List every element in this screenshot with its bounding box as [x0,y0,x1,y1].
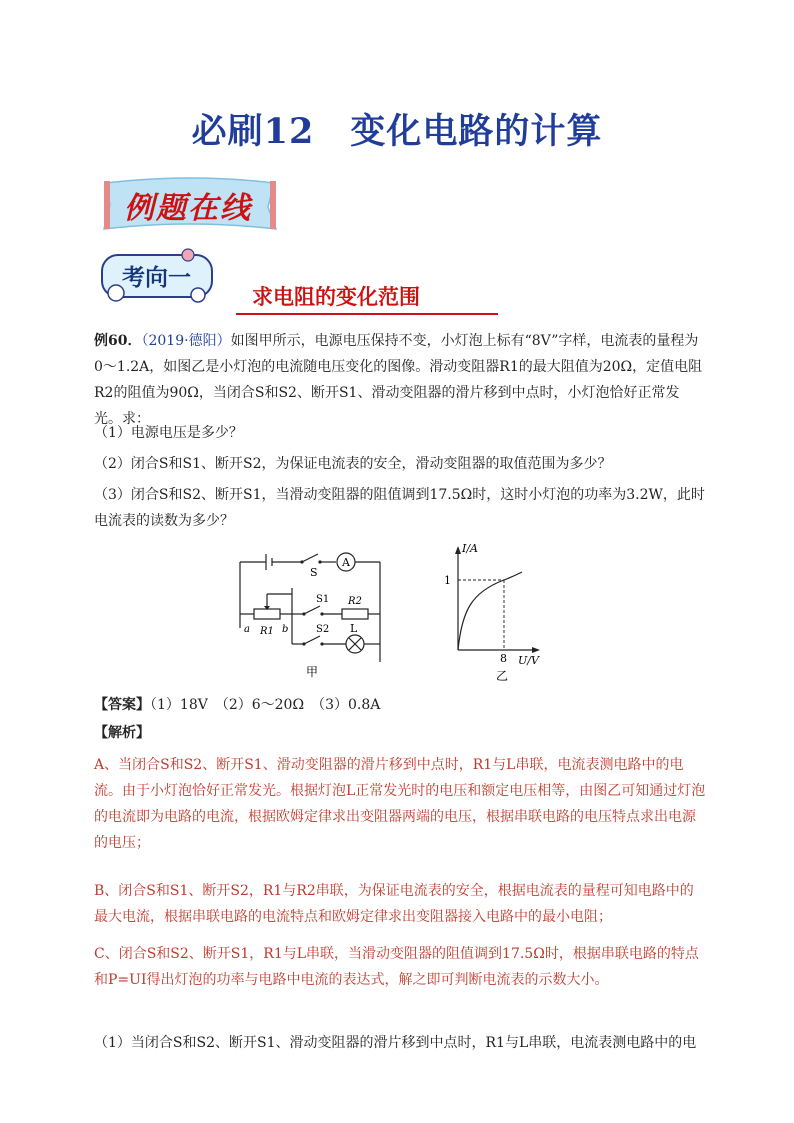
section-heading: 求电阻的变化范围 [252,285,420,309]
circuit-diagram [230,548,400,680]
banner-label: 例题在线 [124,191,252,226]
question-label: 例60． [94,333,142,349]
switch-s-label: S [310,566,318,579]
tag-label: 考向一 [122,264,191,291]
ammeter-label: A [342,556,350,569]
graph-ytick: 1 [444,574,451,587]
answer-label: 【答案】 [94,697,150,713]
graph-xlabel: U/V [518,654,539,667]
solution-part-1: （1）当闭合S和S2、断开S1、滑动变阻器的滑片移到中点时，R1与L串联，电流表测电路中的电 [94,1035,697,1051]
sub-question-2: （2）闭合S和S1、断开S2，为保证电流表的安全，滑动变阻器的取值范围为多少？ [94,456,612,472]
answer-text: （1）18V （2）6～20Ω （3）0.8A [150,697,381,713]
answer-line [94,692,706,718]
analysis-part-b: B、闭合S和S1、断开S2，R1与R2串联，为保证电流表的安全，根据电流表的量程可知电路中的最大电流，根据串联电路的电流特点和欧姆定律求出变阻器接入电路中的最小电阻； [94,883,694,925]
graph-caption: 乙 [496,669,509,683]
section-underline [236,313,498,315]
switch-s1-label: S1 [316,594,330,605]
r1-label: R1 [260,626,274,637]
analysis-label: 【解析】 [94,725,150,741]
analysis-part-a: A、当闭合S和S2、断开S1、滑动变阻器的滑片移到中点时，R1与L串联，电流表测电路中的电流。由于小灯泡恰好正常发光。根据灯泡L正常发光时的电压和额定电压相等，由图乙可知通过灯泡的电流即为电路的电流，根据欧姆定律求出变阻器两端的电压，根据串联电路的电压特点求出电源的电压； [94,757,706,851]
lamp-label: L [350,622,358,635]
question-text: 如图甲所示，电源电压保持不变，小灯泡上标有“8V”字样，电流表的量程为0～1.2A，如图乙是小灯泡的电流随电压变化的图像。滑动变阻器R1的最大阻值为20Ω，定值电阻R2的阻值为90Ω，当闭合S和S2、断开S1、滑动变阻器的滑片移到中点时，小灯泡恰好正常发光。求： [94,333,703,427]
sub-question-3: （3）闭合S和S2、断开S1，当滑动变阻器的阻值调到17.5Ω时，这时小灯泡的功率为3.2W，此时电流表的读数为多少？ [94,487,705,529]
circuit-caption: 甲 [306,665,319,679]
iv-graph [432,540,542,685]
r2-label: R2 [348,596,362,607]
question-source: （2019·德阳） [141,333,231,349]
terminal-a-label: a [244,624,250,635]
analysis-part-c: C、闭合S和S2、断开S1，R1与L串联，当滑动变阻器的阻值调到17.5Ω时，根据串联电路的特点和P=UI得出灯泡的功率与电路中电流的表达式，解之即可判断电流表的示数大小。 [94,946,699,988]
graph-ylabel: I/A [462,542,478,555]
terminal-b-label: b [282,624,289,635]
sub-question-1: （1）电源电压是多少？ [94,425,243,441]
page-title: 必刷12 变化电路的计算 [191,111,603,152]
question-intro [94,328,706,432]
graph-xtick: 8 [500,652,507,665]
switch-s2-label: S2 [316,624,330,635]
